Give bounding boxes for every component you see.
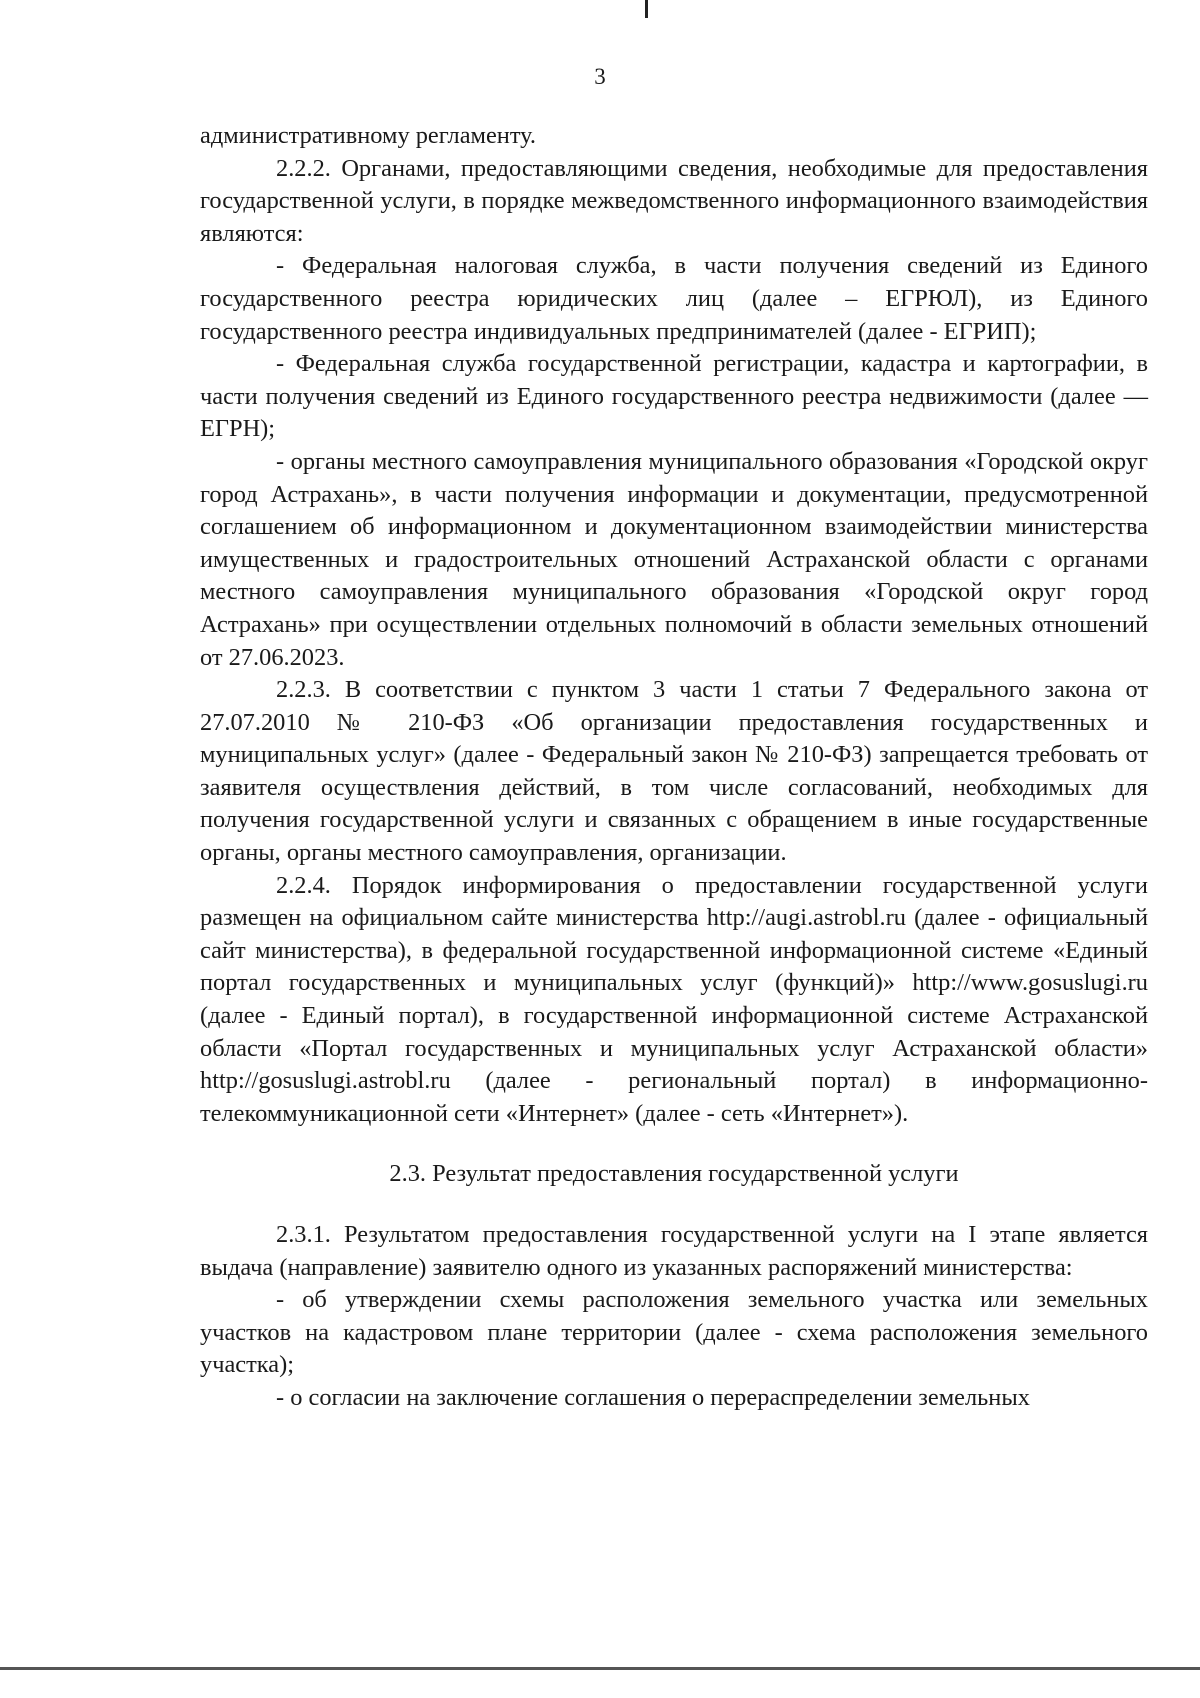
list-item-fns: - Федеральная налоговая служба, в части получения сведений из Единого государственного реестра юридических лиц (далее – ЕГРЮЛ), из Единого государственного реестра индивидуальных предпринимателей (далее - ЕГРИП); [200,252,1148,345]
paragraph-2-2-2: 2.2.2. Органами, предоставляющими сведения, необходимые для предоставления государственной услуги, в порядке межведомственного информационного взаимодействия являются: [200,154,1148,247]
list-item-local-government: - органы местного самоуправления муниципального образования «Городской округ город Астрахань», в части получения информации и документации, предусмотренной соглашением об информационном и документационном взаимодействии министерства имущественных и градостроительных отношений Астраханской области с органами местного самоуправления муниципального образования «Городской округ город Астрахань» при осуществлении отдельных полномочий в области земельных отношений от 27.06.2023. [200,447,1148,671]
page-number: 3 [594,64,606,89]
paragraph-2-2-3: 2.2.3. В соответствии с пунктом 3 части 1 статьи 7 Федерального закона от 27.07.2010 № 210-ФЗ «Об организации предоставления государственных и муниципальных услуг» (далее - Федеральный закон № 210-ФЗ) запрещается требовать от заявителя осуществления действий, в том числе согласований, необходимых для получения государственной услуги и связанных с обращением в иные государственные органы, органы местного самоуправления, организации. [200,676,1148,867]
scan-edge-mark [645,0,648,18]
list-item-redistribution-consent: - о согласии на заключение соглашения о перераспределении земельных [276,1383,1030,1411]
paragraph-2-2-4: 2.2.4. Порядок информирования о предоставлении государственной услуги размещен на официальном сайте министерства http://augi.astrobl.ru (далее - официальный сайт министерства), в федеральной государственной информационной системе «Единый портал государственных и муниципальных услуг (функций)» http://www.gosuslugi.ru (далее - Единый портал), в государственной информационной системе Астраханской области «Портал государственных и муниципальных услуг Астраханской области» http://gosuslugi.astrobl.ru (далее - региональный портал) в информационно-телекоммуникационной сети «Интернет» (далее - сеть «Интернет»). [200,871,1148,1127]
section-heading-2-3: 2.3. Результат предоставления государственной услуги [389,1160,959,1188]
list-item-rosreestr: - Федеральная служба государственной регистрации, кадастра и картографии, в части получения сведений из Единого государственного реестра недвижимости (далее — ЕГРН); [200,350,1148,443]
scan-bottom-edge [0,1667,1200,1670]
paragraph-continuation: административному регламенту. [200,122,537,149]
document-body [200,120,1148,1415]
paragraph-2-3-1: 2.3.1. Результатом предоставления государственной услуги на I этапе является выдача (направление) заявителю одного из указанных распоряжений министерства: [200,1221,1148,1281]
list-item-scheme-approval: - об утверждении схемы расположения земельного участка или земельных участков на кадастровом плане территории (далее - схема расположения земельного участка); [200,1286,1148,1379]
